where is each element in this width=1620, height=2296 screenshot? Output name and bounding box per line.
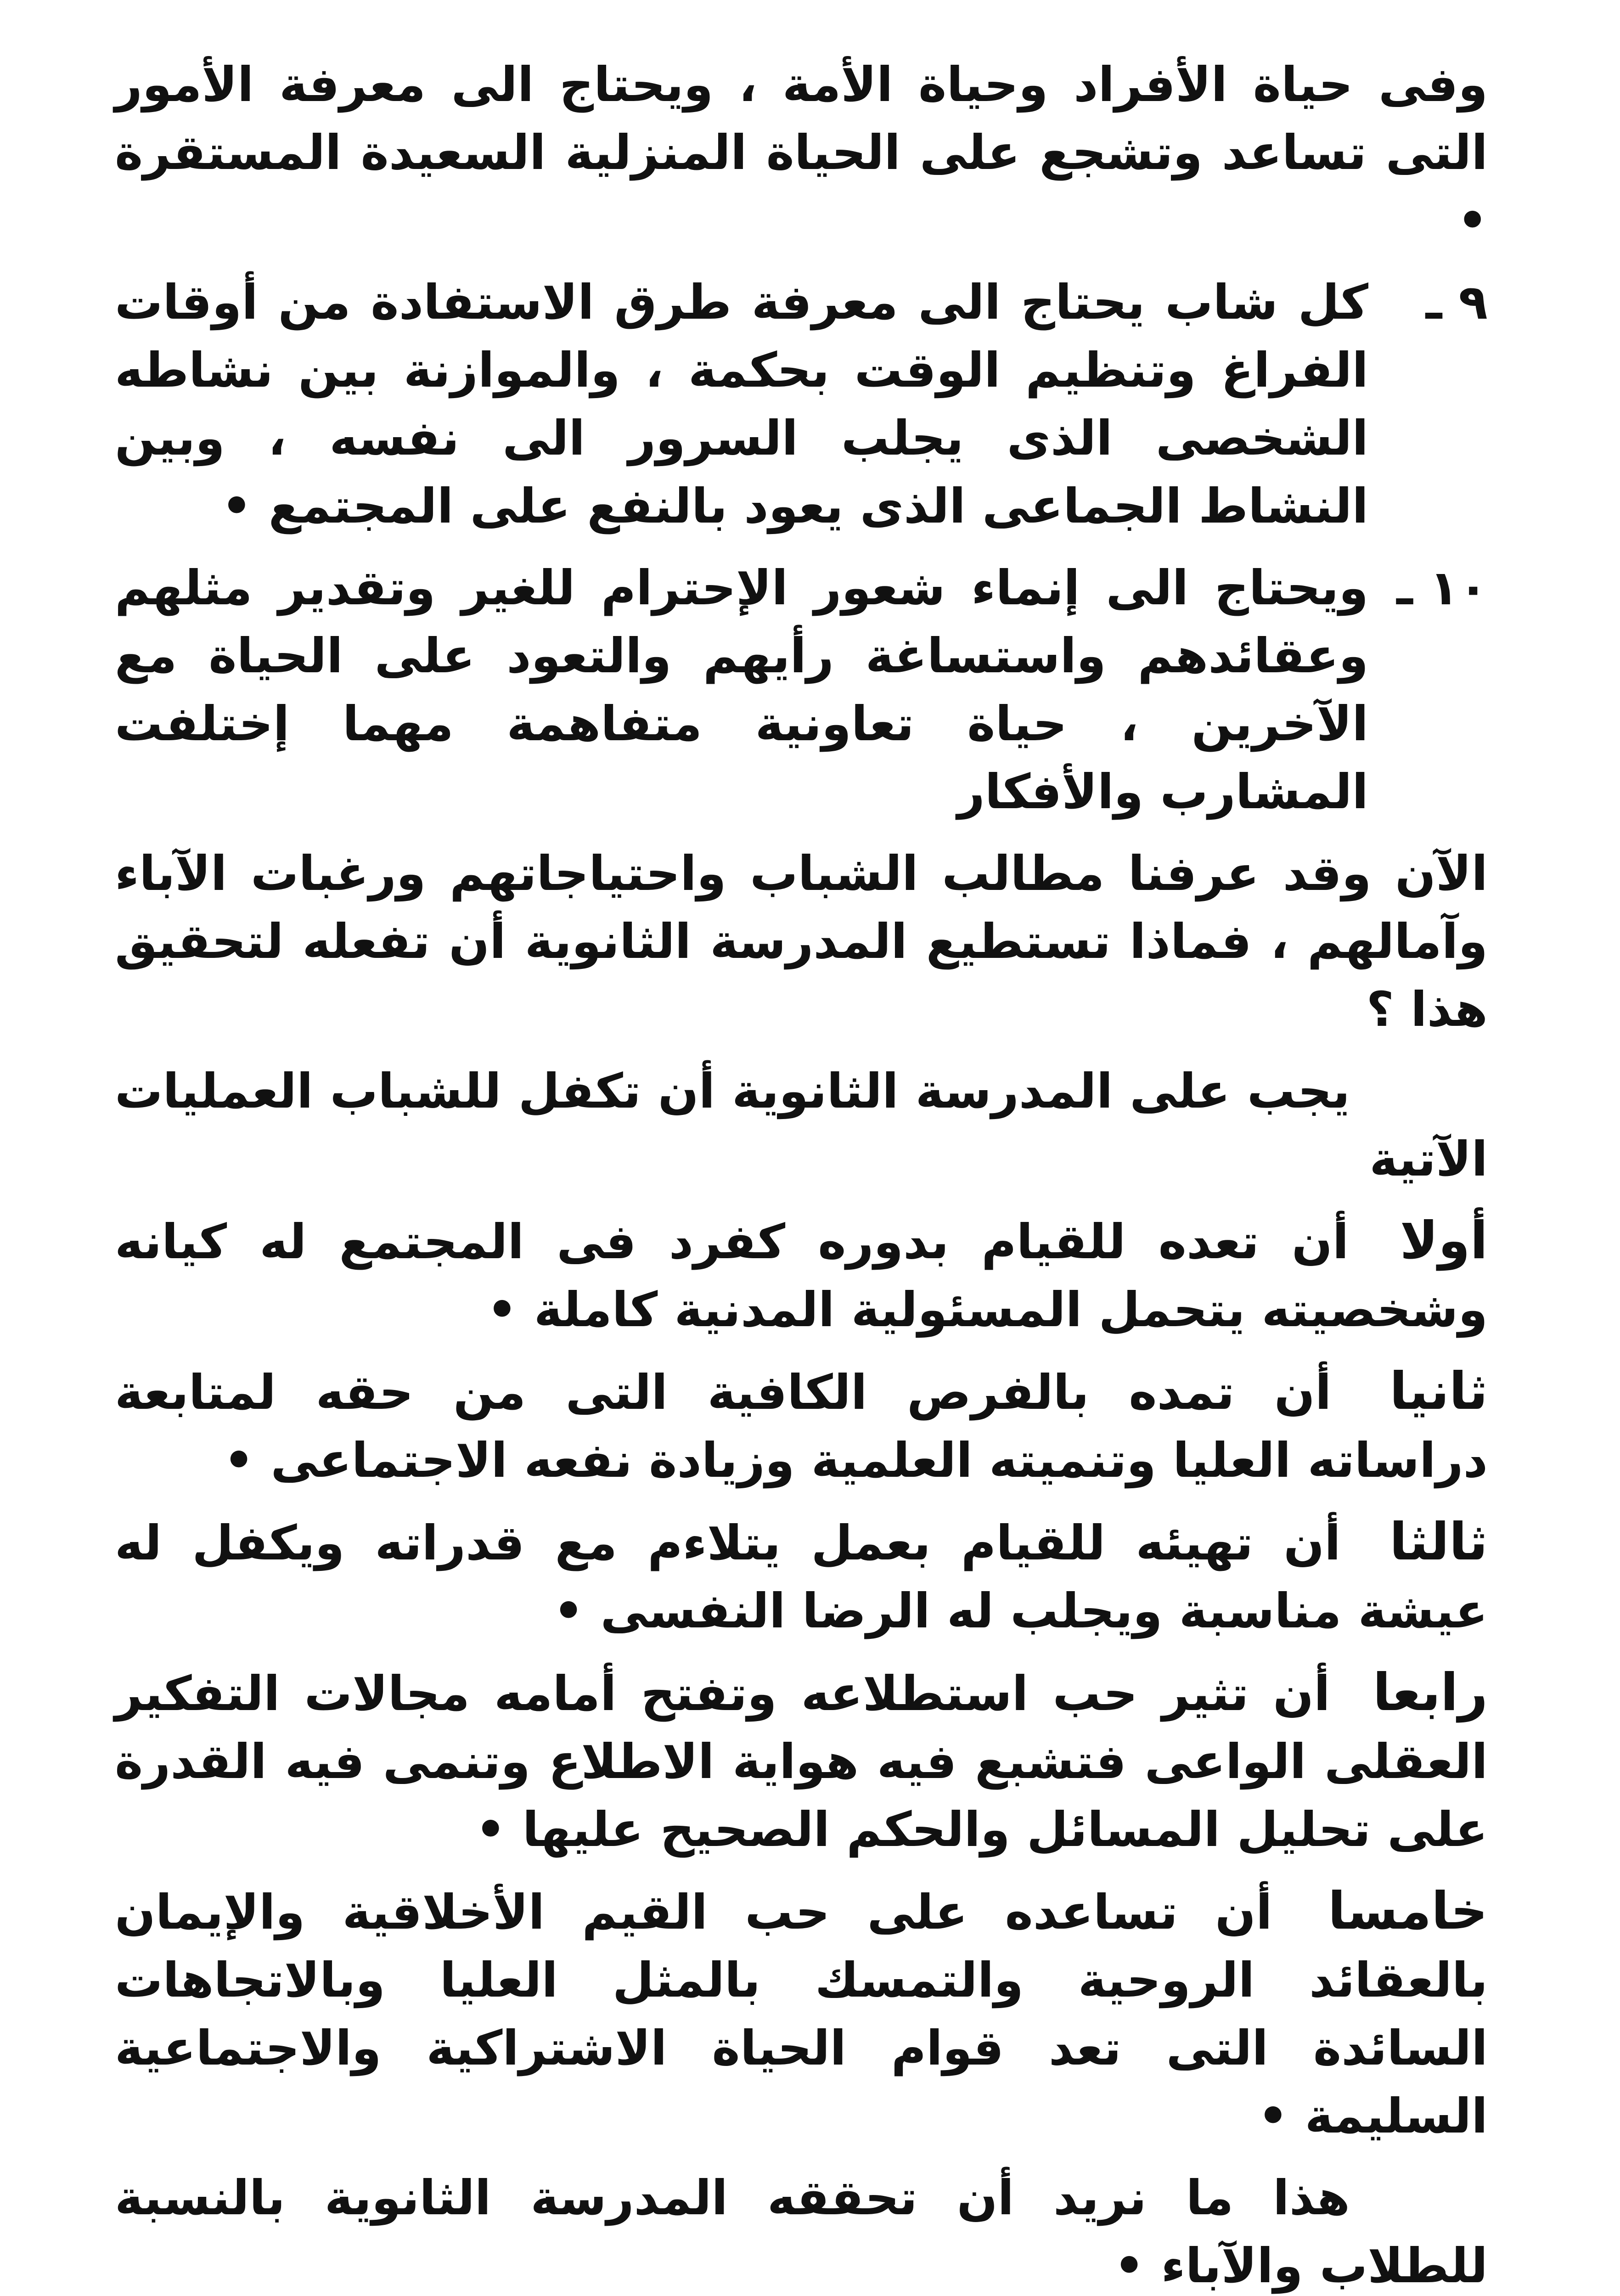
point-third	[115, 1508, 1488, 1645]
must-paragraph: يجب على المدرسة الثانوية أن تكفل للشباب العمليات الآتية	[115, 1063, 1488, 1187]
point-fourth-text: أن تثير حب استطلاعه وتفتح أمامه مجالات التفكير العقلى الواعى فتشبع فيه هواية الاطلاع وتنمى فيه القدرة على تحليل المسائل والحكم الصحيح عليها •	[115, 1666, 1488, 1857]
point-fourth	[115, 1659, 1488, 1863]
document-page	[115, 51, 1488, 2296]
point-second-text: أن تمده بالفرص الكافية التى من حقه لمتابعة دراساته العليا وتنميته العلمية وزيادة نفعه الاجتماعى •	[115, 1364, 1488, 1488]
point-first-label: أولا	[1400, 1211, 1488, 1271]
item-9-text: كل شاب يحتاج الى معرفة طرق الاستفادة من أوقات الفراغ وتنظيم الوقت بحكمة ، والموازنة بين نشاطه الشخصى الذى يجلب السرور الى نفسه ، وبين النشاط الجماعى الذى يعود بالنفع على المجتمع •	[115, 274, 1368, 534]
point-first-text: أن تعده للقيام بدوره كفرد فى المجتمع له كيانه وشخصيته يتحمل المسئولية المدنية كاملة •	[115, 1214, 1488, 1338]
point-first	[115, 1207, 1488, 1344]
question-paragraph: الآن وقد عرفنا مطالب الشباب واحتياجاتهم ورغبات الآباء وآمالهم ، فماذا تستطيع المدرسة الثانوية أن تفعله لتحقيق هذا ؟	[115, 845, 1488, 1037]
point-fifth	[115, 1877, 1488, 2150]
point-second	[115, 1357, 1488, 1494]
item-10-number: ١٠ ـ	[1396, 560, 1488, 616]
point-fifth-text: أن تساعده على حب القيم الأخلاقية والإيمان بالعقائد الروحية والتمسك بالمثل العليا وبالاتجاهات السائدة التى تعد قوام الحياة الاشتراكية والاجتماعية السليمة •	[115, 1884, 1488, 2144]
point-third-text: أن تهيئه للقيام بعمل يتلاءم مع قدراته ويكفل له عيشة مناسبة ويجلب له الرضا النفسى •	[115, 1515, 1488, 1639]
point-second-label: ثانيا	[1389, 1362, 1488, 1421]
item-9-number: ٩ ـ	[1425, 274, 1488, 330]
intro-paragraph: وفى حياة الأفراد وحياة الأمة ، ويحتاج الى معرفة الأمور التى تساعد وتشجع على الحياة المنزلية السعيدة المستقرة •	[115, 56, 1488, 248]
point-fifth-label: خامسا	[1328, 1881, 1488, 1941]
point-third-label: ثالثا	[1389, 1512, 1488, 1572]
point-fourth-label: رابعا	[1372, 1663, 1488, 1722]
item-9	[115, 268, 1488, 540]
item-10	[115, 554, 1488, 826]
this-want-paragraph: هذا ما نريد أن تحققه المدرسة الثانوية بالنسبة للطلاب والآباء •	[115, 2170, 1488, 2294]
item-10-text: ويحتاج الى إنماء شعور الإحترام للغير وتقدير مثلهم وعقائدهم واستساغة رأيهم والتعود على الحياة مع الآخرين ، حياة تعاونية متفاهمة مهما إختلفت المشارب والأفكار	[115, 560, 1368, 820]
